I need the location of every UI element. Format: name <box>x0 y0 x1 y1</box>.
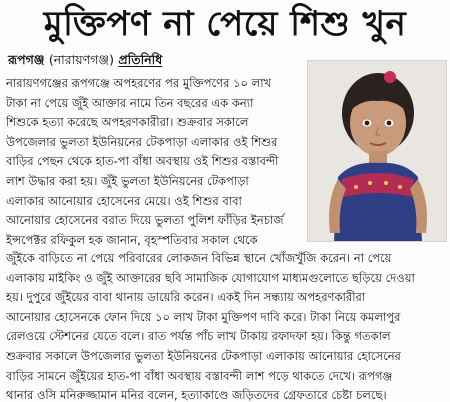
body-line: হয়। দুপুরে জুঁইয়ের বাবা থানায় ডায়েরি করেন। একই দিন সন্ধ্যায় অপহরণকারীরা <box>6 290 366 305</box>
body-line: রেলওয়ে স্টেশনের যেতে বলে। রাত পর্যন্ত পাঁচ লাখ টাকায় রফাদফা হয়। কিন্তু গতকাল <box>6 329 391 344</box>
article-body-column <box>6 74 302 250</box>
body-line: জুঁইকে বাড়িতে না পেয়ে পরিবারের লোকজন বিভিন্ন স্থানে খোঁজখুঁজি করেন। না পেয়ে <box>6 251 392 265</box>
body-line: শিশুকে হত্যা করেছে অপহরণকারীরা। শুক্রবার সকালে <box>6 115 249 130</box>
body-line: আনোয়ার হোসেনের বরাত দিয়ে ভুলতা পুলিশ ফাঁড়ির ইনচার্জ <box>6 213 284 228</box>
body-line: বাড়ির পেছন থেকে হাত-পা বাঁধা অবস্থায় ওই শিশুর বস্তাবন্দী <box>6 154 279 169</box>
body-line: উপজেলার ভুলতা ইউনিয়নের টেকপাড়া এলাকার ওই শিশুর <box>6 134 278 149</box>
body-line: টাকা না পেয়ে জুঁই আক্তার নামে তিন বছরের এক কন্যা <box>6 95 254 110</box>
article-body-full-width <box>6 249 446 402</box>
byline-district: (নারায়ণগঞ্জ) <box>48 52 114 67</box>
headline: মুক্তিপণ না পেয়ে শিশু খুন <box>43 4 407 44</box>
body-line: নারায়ণগঞ্জের রূপগঞ্জে অপহরণের পর মুক্তিপণের ১০ লাখ <box>6 76 272 90</box>
body-line: থানার ওসি মনিরুজ্জামান মনির বলেন, হত্যাকাণ্ডে জড়িতদের গ্রেফতারে চেষ্টা চলছে। <box>6 388 387 402</box>
body-line: শুক্রবার সকালে উপজেলার ভুলতা ইউনিয়নের টেকপাড়া এলাকায় আনোয়ার হোসেনের <box>6 348 401 363</box>
body-line: ইন্সপেক্টর রফিকুল হক জানান, বৃহস্পতিবার সকাল থেকে <box>6 232 258 247</box>
byline <box>8 50 162 70</box>
byline-role: প্রতিনিধি <box>118 52 163 67</box>
byline-place: রূপগঞ্জ <box>8 52 45 67</box>
body-line: লাশ উদ্ধার করা হয়। জুঁই ভুলতা ইউনিয়নের টেকপাড়া <box>6 173 249 188</box>
child-portrait-illustration <box>308 61 446 241</box>
body-line: এলাকায় মাইকিং ও জুঁই আক্তারের ছবি সামাজিক যোগাযোগ মাধ্যমগুলোতে ছড়িয়ে দেওয়া <box>6 270 415 285</box>
child-photo <box>307 60 447 242</box>
body-line: আনোয়ার হোসেনকে ফোন দিয়ে ১০ লাখ টাকা মুক্তিপণ দাবি করে। টাকা নিয়ে কমলাপুর <box>6 309 401 324</box>
body-line: এলাকার আনোয়ার হোসেনের মেয়ে। ওই শিশুর বাবা <box>6 193 242 208</box>
body-line: বাড়ির সামনে জুঁইয়ের হাত-পা বাঁধা অবস্থায় বস্তাবন্দী লাশ পড়ে থাকতে দেখে। রূপগঞ্জ <box>6 368 393 383</box>
